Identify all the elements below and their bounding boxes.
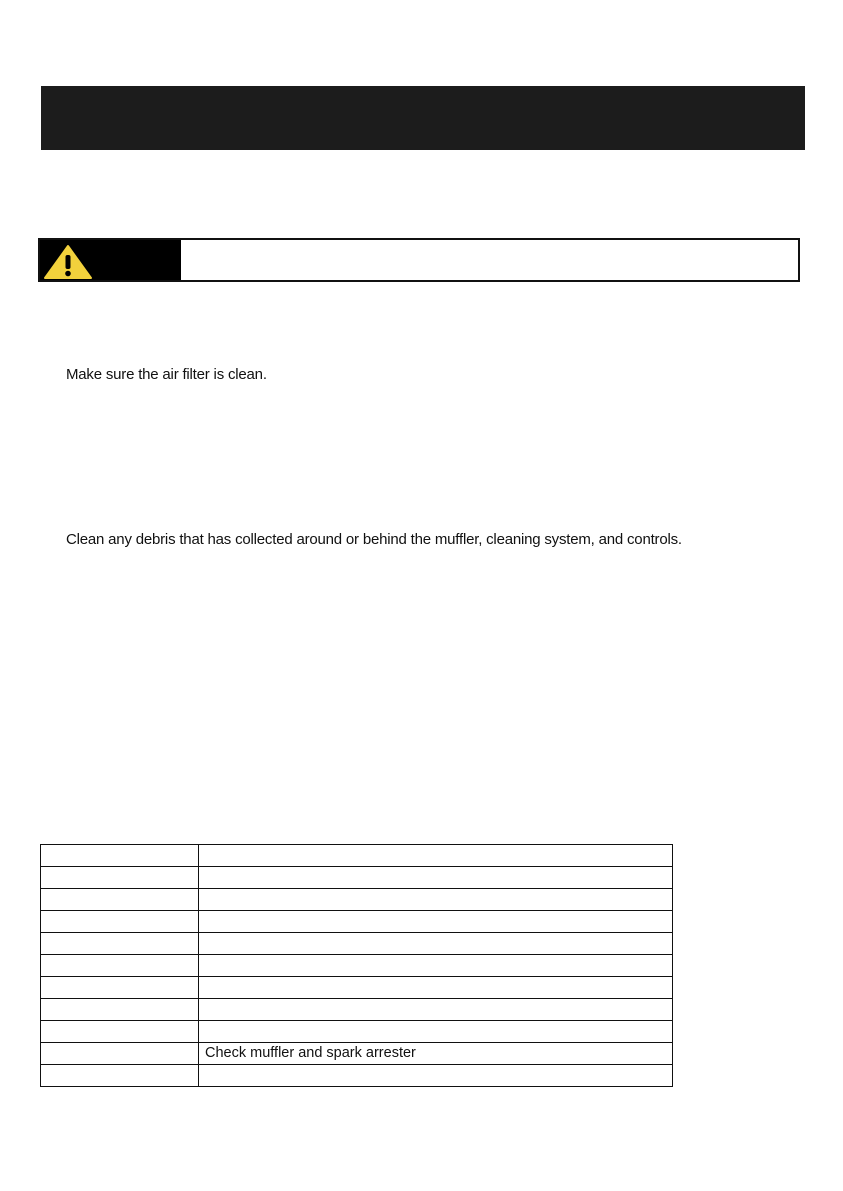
task-cell: [199, 933, 673, 955]
interval-cell: [41, 845, 199, 867]
task-cell: [199, 999, 673, 1021]
instruction-clean-debris: Clean any debris that has collected around or behind the muffler, cleaning system, and controls.: [66, 531, 682, 548]
instruction-air-filter: Make sure the air filter is clean.: [66, 366, 267, 383]
interval-cell: [41, 1021, 199, 1043]
table-row: [41, 845, 673, 867]
warning-triangle-icon: [42, 243, 94, 281]
warning-callout: [38, 238, 800, 282]
task-cell: [199, 955, 673, 977]
task-cell: [199, 1065, 673, 1087]
table-row: [41, 977, 673, 999]
interval-cell: [41, 999, 199, 1021]
maintenance-table: [40, 844, 673, 1087]
task-cell: [199, 977, 673, 999]
table-row: [41, 1065, 673, 1087]
interval-cell: [41, 933, 199, 955]
task-cell: [199, 911, 673, 933]
table-row: [41, 867, 673, 889]
task-cell: [199, 1021, 673, 1043]
warning-text: [181, 240, 798, 280]
interval-cell: [41, 977, 199, 999]
interval-cell: [41, 867, 199, 889]
table-row: [41, 1043, 673, 1065]
table-row: [41, 1021, 673, 1043]
table-row: [41, 889, 673, 911]
interval-cell: [41, 889, 199, 911]
table-row: [41, 955, 673, 977]
interval-cell: [41, 911, 199, 933]
task-cell: Check muffler and spark arrester: [199, 1043, 673, 1065]
task-cell: [199, 867, 673, 889]
section-header-bar: [41, 86, 805, 150]
task-cell: [199, 889, 673, 911]
table-row: [41, 933, 673, 955]
table-row: [41, 911, 673, 933]
interval-cell: [41, 1043, 199, 1065]
interval-cell: [41, 955, 199, 977]
warning-label: [40, 240, 181, 280]
interval-cell: [41, 1065, 199, 1087]
task-cell: [199, 845, 673, 867]
table-row: [41, 999, 673, 1021]
